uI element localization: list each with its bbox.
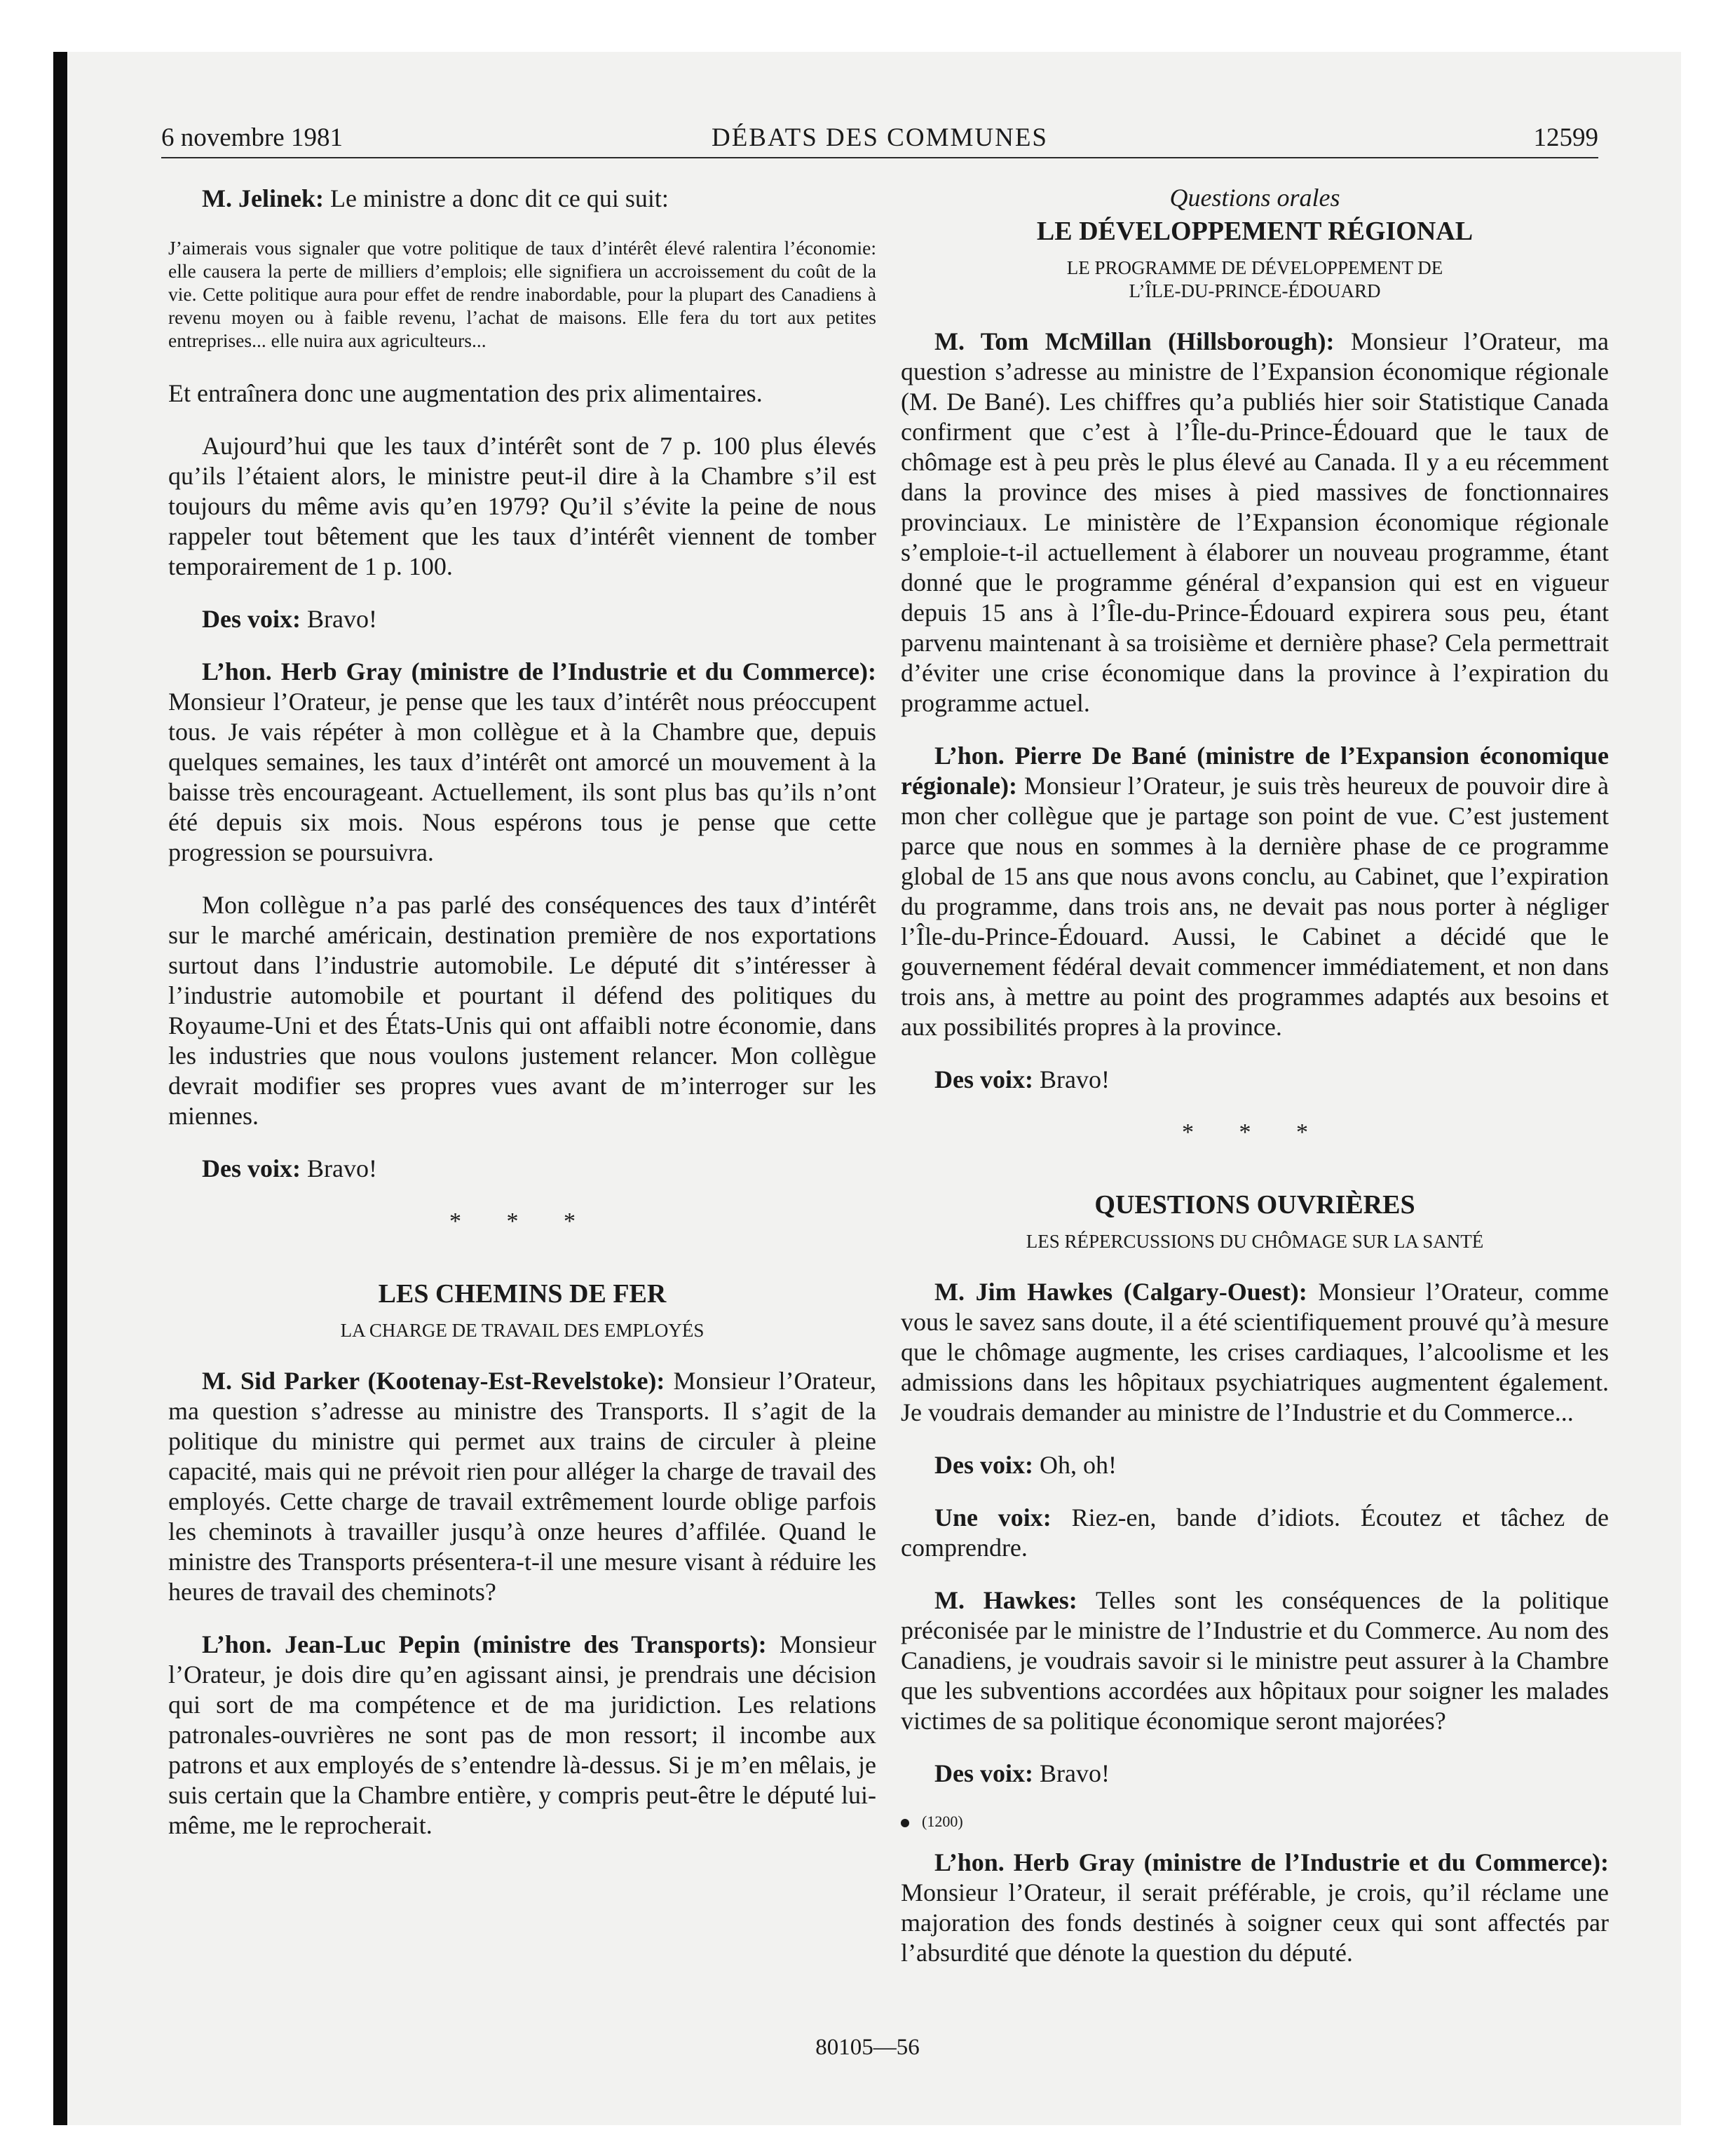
- paragraph: [168, 604, 876, 634]
- section-title: LES CHEMINS DE FER: [378, 1279, 667, 1309]
- speaker: Des voix:: [202, 1154, 301, 1182]
- paragraph: Aujourd’hui que les taux d’intérêt sont de 7 p. 100 plus élevés qu’ils l’étaient alors, le ministre peut-il dire à la Chambre s’il est toujours du même avis qu’en 1979? Qu’il s’évite la peine de nous rappeler tout bêtement que les taux d’intérêt viennent de tomber temporairement de 1 p. 100.: [168, 432, 876, 580]
- paragraph: [901, 1759, 1609, 1789]
- paragraph: [168, 1630, 876, 1841]
- paragraph: [168, 184, 876, 214]
- speaker: L’hon. Pierre De Bané (ministre de l’Expansion économique régionale):: [901, 742, 1609, 800]
- speech: Oh, oh!: [1039, 1451, 1117, 1479]
- speaker: Des voix:: [934, 1759, 1033, 1787]
- speech: Monsieur l’Orateur, je dois dire qu’en agissant ainsi, je prendrais une décision qui sort de ma compétence et de ma juridiction. Les relations patronales-ouvrières ne sont pas de mon ressort; il incombe aux patrons et aux employés de s’entendre là-dessus. Si je m’en mêlais, je suis certain que la Chambre entière, y compris peut-être le député lui-même, me le reprocherait.: [168, 1630, 876, 1839]
- paragraph: [901, 1848, 1609, 1968]
- paragraph: [901, 1585, 1609, 1736]
- speech: Bravo!: [306, 605, 377, 633]
- speech: Monsieur l’Orateur, ma question s’adresse au ministre de l’Expansion économique régionale (M. De Bané). Les chiffres qu’a publiés hier soir Statistique Canada confirment que c’est à l’Île-du-Prince-Édouard que le taux de chômage est à peu près le plus élevé au Canada. Il y a eu récemment dans la province des mises à pied massives de fonctionnaires provinciaux. Le ministère de l’Expansion économique régionale s’emploie-t-il actuellement à élaborer un nouveau programme, étant donné que le programme général d’expansion qui est en vigueur depuis 15 ans à l’Île-du-Prince-Édouard expirera sous peu, étant parvenu maintenant à sa troisième et dernière phase? Cela permettrait d’éviter une crise économique dans la province à l’expiration du programme actuel.: [901, 327, 1610, 717]
- paragraph: [901, 1277, 1609, 1428]
- section-kicker: Questions orales: [1169, 184, 1340, 212]
- section-separator: * * *: [1182, 1119, 1328, 1145]
- speaker: M. Sid Parker (Kootenay-Est-Revelstoke):: [202, 1367, 665, 1395]
- block-quote: J’aimerais vous signaler que votre politique de taux d’intérêt élevé ralentira l’économie: elle causera la perte de milliers d’emplois; elle signifiera un accroissement du coût de la vie. Cette politique aura pour effet de rendre inabordable, pour la plupart des Canadiens à revenu moyen ou à faible revenu, l’achat de maisons. Elle fera du tort aux petites entreprises... elle nuira aux agriculteurs...: [168, 237, 876, 351]
- section-subtitle: LA CHARGE DE TRAVAIL DES EMPLOYÉS: [340, 1320, 705, 1341]
- speaker: Des voix:: [934, 1451, 1033, 1479]
- right-column: [901, 184, 1609, 1991]
- paragraph: [168, 657, 876, 868]
- speaker: M. Jim Hawkes (Calgary-Ouest):: [934, 1278, 1307, 1306]
- speaker: L’hon. Herb Gray (ministre de l’Industrie et du Commerce):: [934, 1848, 1609, 1876]
- paragraph: [168, 1366, 876, 1607]
- section-subtitle: LES RÉPERCUSSIONS DU CHÔMAGE SUR LA SANTÉ: [1026, 1231, 1484, 1252]
- bullet-dot-icon: [901, 1819, 909, 1827]
- speech: Bravo!: [1039, 1759, 1110, 1787]
- speech: Bravo!: [306, 1154, 377, 1182]
- paragraph: [901, 327, 1609, 718]
- speaker: L’hon. Jean-Luc Pepin (ministre des Transports):: [202, 1630, 767, 1658]
- speech: Monsieur l’Orateur, ma question s’adresse au ministre des Transports. Il s’agit de la politique du ministre qui permet aux trains de circuler à pleine capacité, mais qui ne prévoit rien pour alléger la charge de travail des employés. Cette charge de travail extrêmement lourde oblige parfois les cheminots à travailler jusqu’à onze heures d’affilée. Quand le ministre des Transports présentera-t-il une mesure visant à réduire les heures de travail des cheminots?: [168, 1367, 876, 1606]
- speech: Riez-en, bande d’idiots. Écoutez et tâchez de comprendre.: [901, 1503, 1610, 1562]
- speech: Telles sont les conséquences de la politique préconisée par le ministre de l’Industrie et du Commerce. Au nom des Canadiens, je voudrais savoir si le ministre peut assurer à la Chambre que les subventions accordées aux hôpitaux pour soigner les malades victimes de sa politique économique seront majorées?: [901, 1586, 1610, 1735]
- paragraph: [901, 1503, 1609, 1563]
- speaker: Des voix:: [202, 605, 301, 633]
- section-title: QUESTIONS OUVRIÈRES: [1094, 1190, 1415, 1220]
- time-marker-text: (1200): [922, 1813, 963, 1830]
- paragraph: Et entraînera donc une augmentation des prix alimentaires.: [168, 379, 763, 407]
- time-marker: [901, 1811, 1609, 1832]
- page-header: [161, 121, 1598, 158]
- page-footer: 80105—56: [815, 2035, 920, 2060]
- speech: Monsieur l’Orateur, comme vous le savez sans doute, il a été scientifiquement prouvé qu’à mesure que le chômage augmente, les crises cardiaques, l’alcoolisme et les admissions dans les hôpitaux psychiatriques augmentent également. Je voudrais demander au ministre de l’Industrie et du Commerce...: [901, 1278, 1609, 1426]
- header-title: DÉBATS DES COMMUNES: [711, 123, 1048, 152]
- speaker: M. Hawkes:: [934, 1586, 1077, 1614]
- paragraph: Mon collègue n’a pas parlé des conséquences des taux d’intérêt sur le marché américain, destination première de nos exportations surtout dans l’industrie automobile. Le député dit s’intéresser à l’industrie automobile et pourtant il défend des politiques du Royaume-Uni et des États-Unis qui ont affaibli notre économie, dans les industries que nous voulons justement relancer. Mon collègue devrait modifier ses propres vues avant de m’interroger sur les miennes.: [168, 891, 876, 1130]
- paragraph: [901, 1450, 1609, 1480]
- section-subtitle: [901, 257, 1609, 303]
- section-separator: * * *: [449, 1208, 595, 1234]
- header-date: 6 novembre 1981: [161, 123, 343, 152]
- left-column: [168, 184, 876, 1863]
- speaker: L’hon. Herb Gray (ministre de l’Industrie et du Commerce):: [202, 657, 876, 685]
- speaker: Des voix:: [934, 1065, 1033, 1093]
- scan-binding-edge: [53, 52, 67, 2125]
- paragraph: [901, 1065, 1609, 1095]
- speech: Monsieur l’Orateur, je pense que les taux d’intérêt nous préoccupent tous. Je vais répéter à mon collègue et à la Chambre que, depuis quelques semaines, les taux d’intérêt ont amorcé un mouvement à la baisse très encourageant. Actuellement, ils sont plus bas qu’ils n’ont été depuis six mois. Nous espérons tous je pense que cette progression se poursuivra.: [168, 688, 876, 866]
- speech: Monsieur l’Orateur, il serait préférable, je crois, qu’il réclame une majoration des fonds destinés à soigner ceux qui sont affectés par l’absurdité que dénote la question du député.: [901, 1878, 1609, 1967]
- speaker: M. Tom McMillan (Hillsborough):: [934, 327, 1335, 355]
- section-title: LE DÉVELOPPEMENT RÉGIONAL: [1036, 217, 1474, 246]
- header-page-number: 12599: [1533, 123, 1598, 152]
- subtitle-line: LE PROGRAMME DE DÉVELOPPEMENT DE: [1066, 257, 1443, 278]
- speech: Le ministre a donc dit ce qui suit:: [329, 184, 669, 212]
- speech: Bravo!: [1039, 1065, 1110, 1093]
- speaker: Une voix:: [934, 1503, 1052, 1531]
- paragraph: [901, 741, 1609, 1042]
- paragraph: [168, 1154, 876, 1184]
- speaker: M. Jelinek:: [202, 184, 324, 212]
- speech: Monsieur l’Orateur, je suis très heureux de pouvoir dire à mon cher collègue que je partage son point de vue. C’est justement parce que nous en sommes à la dernière phase de ce programme global de 15 ans que nous avons conclu, au Cabinet, que l’expiration du programme, dans trois ans, ne devait pas nous porter à négliger l’Île-du-Prince-Édouard. Aussi, le Cabinet a décidé que le gouvernement fédéral devait commencer immédiatement, et non dans trois ans, à mettre au point des programmes adaptés aux besoins et aux possibilités propres à la province.: [901, 772, 1609, 1041]
- subtitle-line: L’ÎLE-DU-PRINCE-ÉDOUARD: [1129, 280, 1381, 301]
